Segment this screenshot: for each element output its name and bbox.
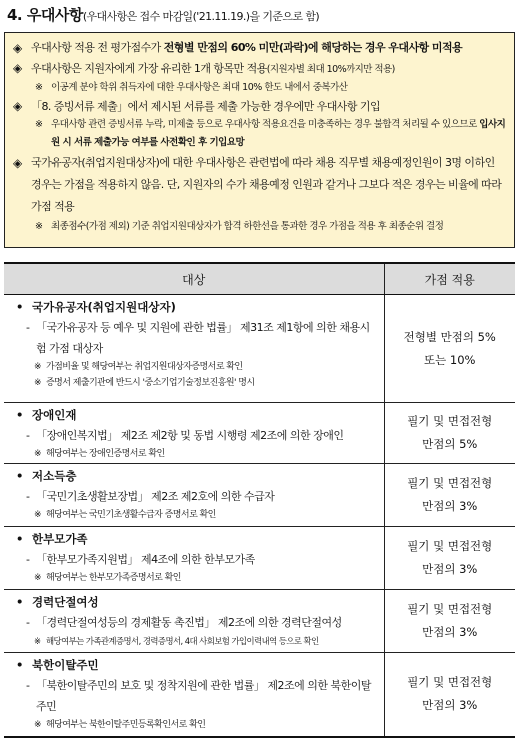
category-title — [4, 464, 384, 486]
bonus-cell — [384, 295, 515, 403]
row-note — [4, 359, 384, 375]
desc-text: 「북한이탈주민의 보호 및 정착지원에 관한 법률」 제2조에 의한 북한이탈주민 — [36, 679, 371, 713]
target-cell — [4, 653, 384, 737]
notice-item — [13, 37, 506, 59]
note-mark-icon: ※ — [35, 82, 43, 93]
dot-bullet-icon: • — [16, 300, 24, 314]
bonus-line: 전형별 만점의 5% — [403, 329, 496, 344]
desc-text: 「장애인복지법」 제2조 제2항 및 동법 시행령 제2조에 의한 장애인 — [36, 429, 344, 442]
section-title-text: 4. 우대사항 — [7, 6, 83, 24]
category-label: 장애인재 — [32, 408, 77, 422]
note-text: 해당여부는 북한이탈주민등록확인서로 확인 — [46, 720, 206, 730]
desc-text: 「경력단절여성등의 경제활동 촉진법」 제2조에 의한 경력단절여성 — [36, 616, 342, 629]
category-label: 북한이탈주민 — [32, 658, 99, 672]
dash-icon: - — [26, 616, 30, 629]
dash-icon: - — [26, 679, 30, 692]
bonus-cell — [384, 527, 515, 590]
notice-text: 「8. 증빙서류 제출」에서 제시된 서류를 제출 가능한 경우에만 우대사항 기입 — [31, 100, 381, 113]
category-title — [4, 527, 384, 549]
row-note — [4, 570, 384, 586]
target-cell — [4, 403, 384, 464]
dot-bullet-icon: • — [16, 408, 24, 422]
header-target: 대상 — [4, 263, 384, 295]
category-desc — [4, 549, 384, 570]
bonus-line: 필기 및 면접전형 — [407, 602, 493, 616]
diamond-bullet-icon: ◈ — [13, 156, 22, 170]
notice-item — [13, 152, 506, 218]
dash-icon: - — [26, 490, 30, 503]
note-mark-icon: ※ — [34, 449, 41, 459]
desc-text: 「국가유공자 등 예우 및 지원에 관한 법률」 제31조 제1항에 의한 채용시험 가점 대상자 — [36, 321, 370, 355]
dot-bullet-icon: • — [16, 532, 24, 546]
category-label: 국가유공자(취업지원대상자) — [32, 300, 176, 314]
row-note — [4, 717, 384, 733]
category-label: 경력단절여성 — [32, 595, 99, 609]
category-desc — [4, 675, 384, 717]
row-note — [4, 375, 384, 391]
table-row — [4, 590, 515, 653]
category-title — [4, 295, 384, 317]
target-cell — [4, 527, 384, 590]
row-note — [4, 446, 384, 462]
section-title — [7, 4, 319, 25]
header-bonus: 가점 적용 — [384, 263, 515, 295]
bonus-line: 만점의 3% — [422, 562, 478, 576]
bonus-cell — [384, 464, 515, 527]
category-desc — [4, 317, 384, 359]
bonus-cell — [384, 403, 515, 464]
notice-item — [13, 97, 506, 116]
bonus-line: 만점의 5% — [422, 437, 478, 451]
desc-text: 「한부모가족지원법」 제4조에 의한 한부모가족 — [36, 553, 255, 566]
note-text: 최종점수(가점 제외) 기준 취업지원대상자가 합격 하한선을 통과한 경우 가점을 적용 후 최종순위 결정 — [51, 221, 444, 232]
category-desc — [4, 612, 384, 633]
note-mark-icon: ※ — [34, 636, 41, 646]
note-text: 가점비율 및 해당여부는 취업지원대상자증명서로 확인 — [46, 362, 243, 372]
note-text: 해당여부는 국민기초생활수급자 증명서로 확인 — [46, 510, 216, 520]
diamond-bullet-icon: ◈ — [13, 61, 22, 75]
dot-bullet-icon: • — [16, 595, 24, 609]
bonus-line: 또는 10% — [424, 352, 476, 367]
bonus-cell — [384, 653, 515, 737]
category-title — [4, 590, 384, 612]
category-label: 저소득층 — [32, 469, 77, 483]
note-mark-icon: ※ — [35, 119, 43, 130]
note-text: 해당여부는 한부모가족증명서로 확인 — [46, 573, 181, 583]
note-mark-icon: ※ — [34, 573, 41, 583]
desc-text: 「국민기초생활보장법」 제2조 제2호에 의한 수급자 — [36, 490, 275, 503]
bonus-line: 필기 및 면접전형 — [407, 476, 493, 490]
category-label: 한부모가족 — [32, 532, 88, 546]
table-row — [4, 295, 515, 403]
note-text: 이공계 분야 학위 취득자에 대한 우대사항은 최대 10% 한도 내에서 중복가산 — [51, 82, 348, 93]
preference-table — [4, 262, 515, 738]
category-desc — [4, 486, 384, 507]
category-title — [4, 403, 384, 425]
table-row — [4, 403, 515, 464]
note-text: 해당여부는 가족관계증명서, 경력증명서, 4대 사회보험 가입이력내역 등으로 확인 — [46, 636, 319, 646]
notice-note — [13, 218, 506, 236]
notice-text: 우대사항 적용 전 평가점수가 — [31, 41, 164, 54]
notice-note — [13, 79, 506, 97]
note-text: 해당여부는 장애인증명서로 확인 — [46, 449, 165, 459]
bonus-line: 만점의 3% — [422, 499, 478, 513]
note-mark-icon: ※ — [35, 221, 43, 232]
dash-icon: - — [26, 553, 30, 566]
target-cell — [4, 295, 384, 403]
table-row — [4, 653, 515, 737]
target-cell — [4, 590, 384, 653]
notice-emphasis: 전형별 만점의 60% 미만(과락)에 해당하는 경우 우대사항 미적용 — [163, 41, 463, 54]
note-text: 우대사항 관련 증빙서류 누락, 미제출 등으로 우대사항 적용요건을 미충족하는 경우 불합격 처리될 수 있으므로 — [51, 119, 480, 130]
target-cell — [4, 464, 384, 527]
bonus-line: 만점의 3% — [422, 698, 478, 713]
notice-note — [13, 116, 506, 152]
note-mark-icon: ※ — [34, 720, 41, 730]
category-title — [4, 653, 384, 675]
bonus-line: 만점의 3% — [422, 625, 478, 639]
notice-box — [4, 32, 515, 248]
section-subtitle: (우대사항은 접수 마감일('21.11.19.)을 기준으로 함) — [82, 10, 320, 23]
dash-icon: - — [26, 321, 30, 334]
bonus-line: 필기 및 면접전형 — [407, 675, 493, 690]
notice-item — [13, 59, 506, 79]
bonus-line: 필기 및 면접전형 — [407, 414, 493, 428]
bonus-line: 필기 및 면접전형 — [407, 539, 493, 553]
note-emphasis: 입사지원 시 서류 제출가능 여부를 사전확인 후 기입요망 — [51, 119, 506, 148]
table-row — [4, 527, 515, 590]
diamond-bullet-icon: ◈ — [13, 99, 22, 113]
notice-text: 국가유공자(취업지원대상자)에 대한 우대사항은 관련법에 따라 채용 직무별 채용예정인원이 3명 이하인 경우는 가점을 적용하지 않음. 단, 지원자의 수가 채용예정 인원과 같거나 그보다 적은 경우는 비율에 따라 가점 적용 — [31, 156, 502, 213]
row-note — [4, 633, 384, 649]
row-note — [4, 507, 384, 523]
bonus-cell — [384, 590, 515, 653]
notice-text: 우대사항은 지원자에게 가장 유리한 1개 항목만 적용 — [31, 62, 267, 75]
note-mark-icon: ※ — [34, 378, 41, 388]
dot-bullet-icon: • — [16, 469, 24, 483]
dot-bullet-icon: • — [16, 658, 24, 672]
dash-icon: - — [26, 429, 30, 442]
note-text: 증명서 제출기관에 반드시 '중소기업기술정보진흥원' 명시 — [46, 378, 255, 388]
table-header-row — [4, 263, 515, 295]
note-mark-icon: ※ — [34, 510, 41, 520]
table-row — [4, 464, 515, 527]
notice-small-text: (지원자별 최대 10%까지만 적용) — [266, 64, 395, 75]
diamond-bullet-icon: ◈ — [13, 41, 22, 55]
category-desc — [4, 425, 384, 446]
note-mark-icon: ※ — [34, 362, 41, 372]
